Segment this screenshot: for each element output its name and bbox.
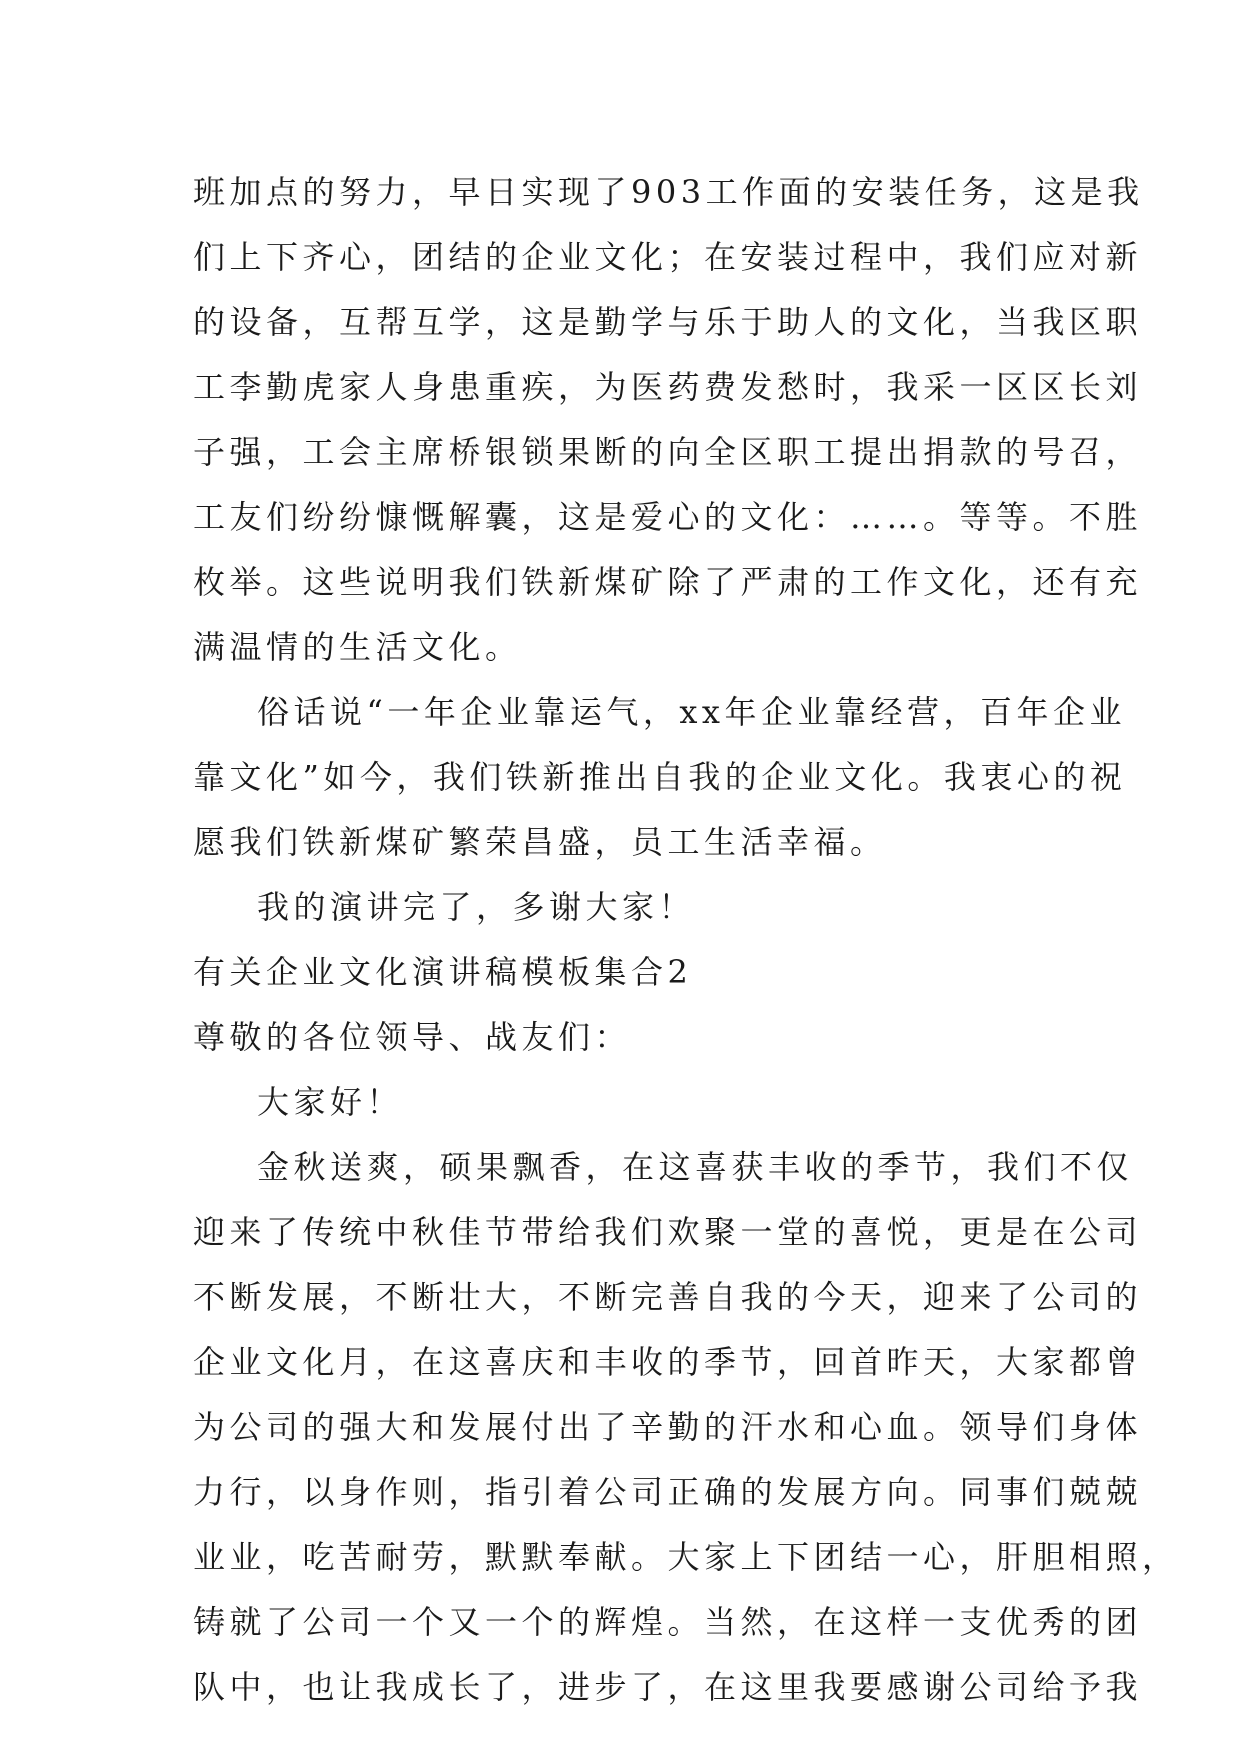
text-line: 愿我们铁新煤矿繁荣昌盛，员工生活幸福。 <box>193 823 887 861</box>
document-body <box>193 160 1179 1720</box>
text-line: 的设备，互帮互学，这是勤学与乐于助人的文化，当我区职 <box>193 303 1143 341</box>
text-line: 工李勤虎家人身患重疾，为医药费发愁时，我采一区区长刘 <box>193 368 1143 406</box>
text-line: 业业，吃苦耐劳，默默奉献。大家上下团结一心，肝胆相照， <box>193 1538 1179 1576</box>
greeting: 大家好！ <box>257 1083 404 1121</box>
section-heading: 有关企业文化演讲稿模板集合2 <box>193 953 693 991</box>
text-line: 队中，也让我成长了，进步了，在这里我要感谢公司给予我 <box>193 1668 1143 1706</box>
text-line: 铸就了公司一个又一个的辉煌。当然，在这样一支优秀的团 <box>193 1603 1143 1641</box>
text-line: 不断发展，不断壮大，不断完善自我的今天，迎来了公司的 <box>193 1278 1143 1316</box>
text-line: 金秋送爽，硕果飘香，在这喜获丰收的季节，我们不仅 <box>257 1148 1134 1186</box>
text-line: 我的演讲完了，多谢大家！ <box>257 888 696 926</box>
text-line: 工友们纷纷慷慨解囊，这是爱心的文化：……。等等。不胜 <box>193 498 1143 536</box>
text-line: 企业文化月，在这喜庆和丰收的季节，回首昨天，大家都曾 <box>193 1343 1143 1381</box>
text-line: 枚举。这些说明我们铁新煤矿除了严肃的工作文化，还有充 <box>193 563 1143 601</box>
text-line: 们上下齐心，团结的企业文化；在安装过程中，我们应对新 <box>193 238 1143 276</box>
text-line: 班加点的努力，早日实现了903工作面的安装任务，这是我 <box>193 173 1144 211</box>
text-line: 子强，工会主席桥银锁果断的向全区职工提出捐款的号召， <box>193 433 1143 471</box>
text-line: 为公司的强大和发展付出了辛勤的汗水和心血。领导们身体 <box>193 1408 1143 1446</box>
salutation: 尊敬的各位领导、战友们： <box>193 1018 632 1056</box>
text-line: 俗话说“一年企业靠运气，xx年企业靠经营，百年企业 <box>257 693 1126 731</box>
text-line: 满温情的生活文化。 <box>193 628 522 666</box>
text-line: 靠文化”如今，我们铁新推出自我的企业文化。我衷心的祝 <box>193 758 1127 796</box>
text-line: 力行，以身作则，指引着公司正确的发展方向。同事们兢兢 <box>193 1473 1143 1511</box>
text-line: 迎来了传统中秋佳节带给我们欢聚一堂的喜悦，更是在公司 <box>193 1213 1143 1251</box>
